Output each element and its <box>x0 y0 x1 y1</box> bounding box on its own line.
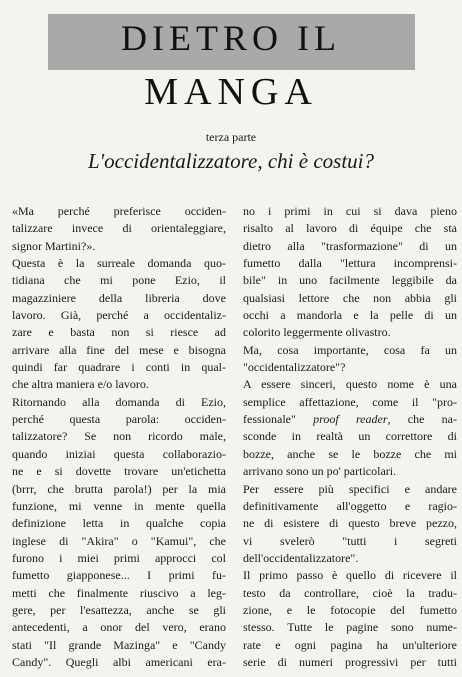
text-line: Candy". Quegli albi americani era- <box>12 654 226 669</box>
text-line: occhi a mandorla e la pelle di un <box>243 308 457 323</box>
text-line: qualsiasi lettore che non abbia gli <box>243 290 457 305</box>
text-line: talizzatore? Se non ricordo male, <box>12 429 226 444</box>
text-line: semplice affettazione, come il "pro- <box>243 394 457 409</box>
article-subtitle: L'occidentalizzatore, chi è costui? <box>87 149 374 173</box>
text-line: (brrr, che brutta parola!) per la mia <box>12 481 226 496</box>
right-column <box>243 203 457 671</box>
text-line: bile" in uno facilmente leggibile da <box>243 273 457 288</box>
text-line: Ma, cosa importante, cosa fa un <box>243 342 457 357</box>
text-line: dell'occidentalizzatore". <box>243 550 359 565</box>
text-line: quindi far quadrare i conti in qual- <box>12 360 226 375</box>
text-line: antecedenti, a onor del vero, erano <box>12 620 226 635</box>
text-line: che altra maniera e/o lavoro. <box>12 377 149 392</box>
text-line: Questa è la surreale domanda quo- <box>12 256 226 271</box>
text-line: furono i miei primi approcci col <box>12 550 226 565</box>
text-line: dietro alla "trasformazione" di un <box>243 238 457 253</box>
text-line: funzione, mi venne in mente quella <box>12 498 226 513</box>
text-line: no i primi in cui si dava pieno <box>243 204 457 218</box>
text-line: rate e ogni pagina ha un'ulteriore <box>243 637 457 652</box>
text-line: fumetto giapponese... I primi fu- <box>12 568 226 583</box>
text-line: zione, e le fotocopie del fumetto <box>243 602 457 617</box>
text-line: magazziniere della libreria dove <box>12 290 226 305</box>
text-line: stesso. Tutte le pagine sono nume- <box>243 620 457 635</box>
part-label: terza parte <box>205 130 257 144</box>
text-line: metti che finalmente riuscivo a leg- <box>12 585 226 600</box>
text-line: Per essere più specifici e andare <box>243 481 457 496</box>
text-line: A essere sinceri, questo nome è una <box>243 377 457 392</box>
text-line: arrivare alla fine del mese e bisogna <box>12 342 226 357</box>
text-line: serie di numeri progressivi per tutti <box>243 654 457 669</box>
text-line: «Ma perché preferisce occiden- <box>12 204 226 218</box>
text-line: arrivano sono un po' particolari. <box>243 464 397 479</box>
text-line: colorito leggermente olivastro. <box>243 325 391 340</box>
text-line: inglese di "Akira" o "Kamui", che <box>12 533 226 548</box>
text-line: testo da controllare, cioè la tradu- <box>243 585 457 600</box>
title-line-2: MANGA <box>144 71 318 113</box>
text-line: definizione letta in qualche copia <box>12 516 226 531</box>
text-line: signor Martini?». <box>12 238 96 253</box>
text-line: definitivamente all'oggetto e ragio- <box>243 498 457 513</box>
text-line: stati "Il grande Mazinga" e "Candy <box>12 637 226 652</box>
text-line: talizzare invece di orientaleggiare, <box>12 221 226 236</box>
text-line: Ritornando alla domanda di Ezio, <box>12 394 226 409</box>
left-column <box>12 203 226 671</box>
text-line: risalto al lavoro di équipe che sta <box>243 221 457 236</box>
text-line: sconde in realtà un correttore di <box>243 429 457 444</box>
text-line: gere, per l'esattezza, anche se gli <box>12 602 226 617</box>
text-line: bozze, anche se le bozze che mi <box>243 446 457 461</box>
text-line: vi svelerò "tutti i segreti <box>243 533 457 548</box>
text-line: fessionale" proof reader, che na- <box>243 412 457 427</box>
text-line: zare e basta non si riesce ad <box>12 325 226 340</box>
text-line: tidiana che mi pone Ezio, il <box>12 273 226 288</box>
text-line: perché questa parola: occiden- <box>12 412 226 427</box>
text-line: quando iniziai questa collaborazio- <box>12 446 226 461</box>
title-line-1: DIETRO IL <box>121 18 341 58</box>
text-line: "occidentalizzatore"? <box>243 360 346 375</box>
text-line: fumetto dalla "lettura incomprensi- <box>243 256 457 271</box>
text-line: Il primo passo è quello di ricevere il <box>243 568 457 583</box>
text-line: lavoro. Già, perché a occidentaliz- <box>12 308 226 323</box>
text-line: ne di esistere di questo breve pezzo, <box>243 516 457 531</box>
text-line: ne e si dovette trovare un'etichetta <box>12 464 226 479</box>
